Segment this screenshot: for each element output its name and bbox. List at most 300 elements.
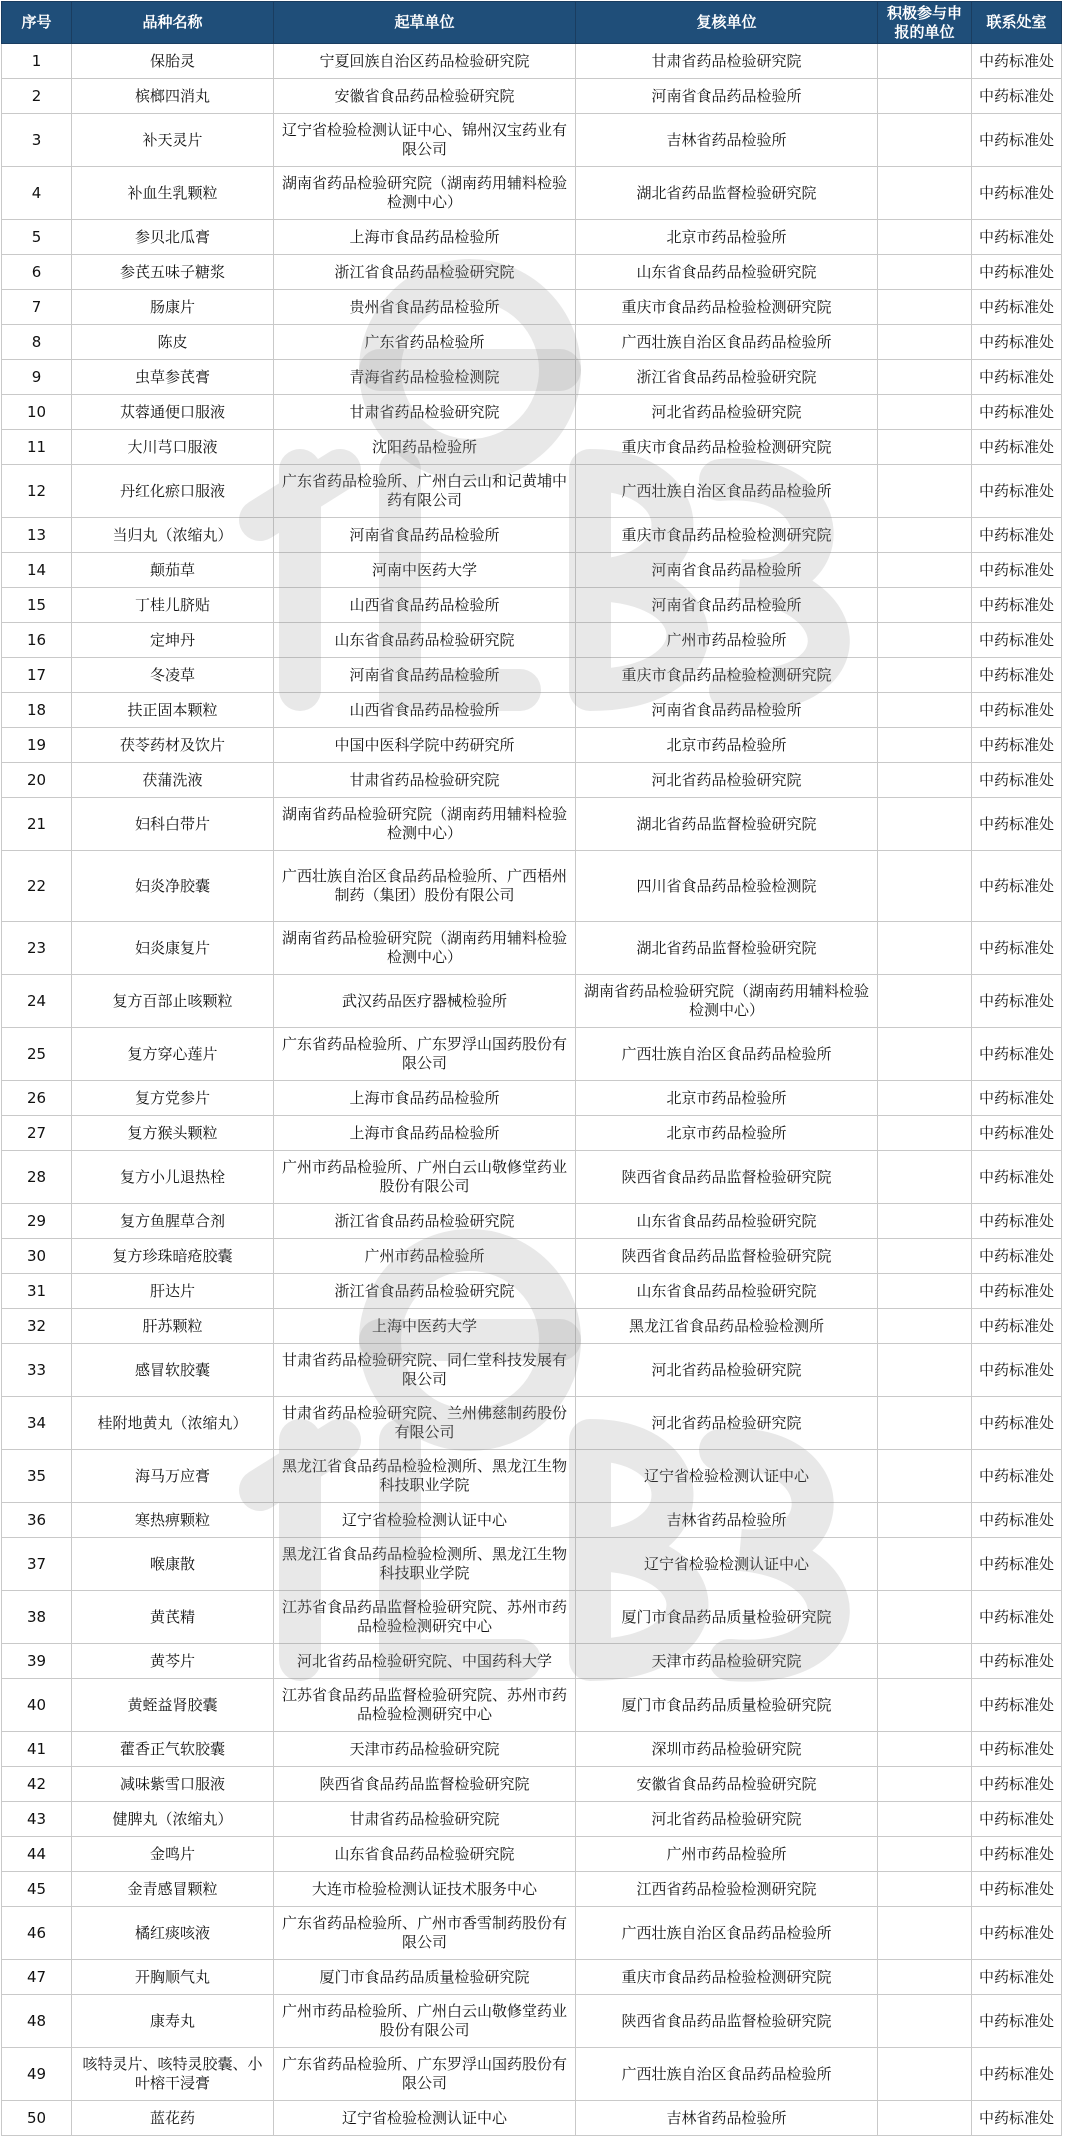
table-row <box>2 1767 1062 1802</box>
table-row <box>2 1397 1062 1450</box>
cell-participating-unit <box>878 114 972 167</box>
cell-review-unit: 广州市药品检验所 <box>576 623 878 658</box>
cell-review-unit: 湖北省药品监督检验研究院 <box>576 922 878 975</box>
cell-variety-name: 藿香正气软胶囊 <box>72 1732 274 1767</box>
cell-contact-office: 中药标准处 <box>972 1767 1062 1802</box>
cell-participating-unit <box>878 1274 972 1309</box>
cell-review-unit: 广西壮族自治区食品药品检验所 <box>576 1028 878 1081</box>
cell-contact-office: 中药标准处 <box>972 2048 1062 2101</box>
table-row <box>2 658 1062 693</box>
cell-index: 15 <box>2 588 72 623</box>
cell-drafting-unit: 甘肃省药品检验研究院 <box>274 1802 576 1837</box>
table-row <box>2 1028 1062 1081</box>
cell-participating-unit <box>878 360 972 395</box>
cell-variety-name: 肠康片 <box>72 290 274 325</box>
cell-variety-name: 妇科白带片 <box>72 798 274 851</box>
cell-participating-unit <box>878 1151 972 1204</box>
cell-review-unit: 山东省食品药品检验研究院 <box>576 1204 878 1239</box>
cell-drafting-unit: 辽宁省检验检测认证中心、锦州汉宝药业有限公司 <box>274 114 576 167</box>
cell-index: 47 <box>2 1960 72 1995</box>
cell-index: 11 <box>2 430 72 465</box>
cell-variety-name: 颠茄草 <box>72 553 274 588</box>
cell-contact-office: 中药标准处 <box>972 1644 1062 1679</box>
cell-index: 39 <box>2 1644 72 1679</box>
cell-drafting-unit: 江苏省食品药品监督检验研究院、苏州市药品检验检测研究中心 <box>274 1679 576 1732</box>
table-row <box>2 1538 1062 1591</box>
cell-review-unit: 厦门市食品药品质量检验研究院 <box>576 1679 878 1732</box>
cell-drafting-unit: 广州市药品检验所、广州白云山敬修堂药业股份有限公司 <box>274 1151 576 1204</box>
cell-index: 3 <box>2 114 72 167</box>
cell-index: 30 <box>2 1239 72 1274</box>
cell-index: 8 <box>2 325 72 360</box>
cell-drafting-unit: 上海市食品药品检验所 <box>274 1081 576 1116</box>
cell-variety-name: 复方百部止咳颗粒 <box>72 975 274 1028</box>
cell-index: 13 <box>2 518 72 553</box>
table-header-row <box>2 2 1062 44</box>
cell-variety-name: 康寿丸 <box>72 1995 274 2048</box>
table-row <box>2 1450 1062 1503</box>
cell-contact-office: 中药标准处 <box>972 1028 1062 1081</box>
cell-contact-office: 中药标准处 <box>972 851 1062 922</box>
table-row <box>2 220 1062 255</box>
cell-contact-office: 中药标准处 <box>972 1538 1062 1591</box>
cell-variety-name: 槟榔四消丸 <box>72 79 274 114</box>
cell-contact-office: 中药标准处 <box>972 1732 1062 1767</box>
cell-participating-unit <box>878 2101 972 2136</box>
cell-contact-office: 中药标准处 <box>972 553 1062 588</box>
cell-contact-office: 中药标准处 <box>972 79 1062 114</box>
cell-drafting-unit: 广东省药品检验所、广东罗浮山国药股份有限公司 <box>274 1028 576 1081</box>
cell-variety-name: 茯蒲洗液 <box>72 763 274 798</box>
cell-drafting-unit: 广东省药品检验所、广州市香雪制药股份有限公司 <box>274 1907 576 1960</box>
cell-variety-name: 补血生乳颗粒 <box>72 167 274 220</box>
table-row <box>2 79 1062 114</box>
cell-index: 25 <box>2 1028 72 1081</box>
cell-index: 41 <box>2 1732 72 1767</box>
table-row <box>2 1732 1062 1767</box>
cell-index: 40 <box>2 1679 72 1732</box>
cell-index: 16 <box>2 623 72 658</box>
cell-variety-name: 补天灵片 <box>72 114 274 167</box>
cell-participating-unit <box>878 1907 972 1960</box>
cell-contact-office: 中药标准处 <box>972 360 1062 395</box>
table-row <box>2 395 1062 430</box>
cell-variety-name: 金青感冒颗粒 <box>72 1872 274 1907</box>
cell-contact-office: 中药标准处 <box>972 465 1062 518</box>
cell-contact-office: 中药标准处 <box>972 2101 1062 2136</box>
cell-contact-office: 中药标准处 <box>972 1151 1062 1204</box>
cell-index: 26 <box>2 1081 72 1116</box>
cell-participating-unit <box>878 728 972 763</box>
cell-review-unit: 重庆市食品药品检验检测研究院 <box>576 430 878 465</box>
cell-participating-unit <box>878 518 972 553</box>
table-row <box>2 1960 1062 1995</box>
cell-drafting-unit: 广州市药品检验所、广州白云山敬修堂药业股份有限公司 <box>274 1995 576 2048</box>
cell-contact-office: 中药标准处 <box>972 1591 1062 1644</box>
cell-participating-unit <box>878 1802 972 1837</box>
cell-index: 20 <box>2 763 72 798</box>
cell-drafting-unit: 武汉药品医疗器械检验所 <box>274 975 576 1028</box>
table-row <box>2 114 1062 167</box>
cell-participating-unit <box>878 588 972 623</box>
cell-contact-office: 中药标准处 <box>972 798 1062 851</box>
cell-participating-unit <box>878 1081 972 1116</box>
cell-review-unit: 四川省食品药品检验检测院 <box>576 851 878 922</box>
cell-review-unit: 天津市药品检验研究院 <box>576 1644 878 1679</box>
cell-drafting-unit: 河北省药品检验研究院、中国药科大学 <box>274 1644 576 1679</box>
cell-participating-unit <box>878 1239 972 1274</box>
cell-variety-name: 蓝花药 <box>72 2101 274 2136</box>
cell-participating-unit <box>878 465 972 518</box>
cell-participating-unit <box>878 798 972 851</box>
cell-contact-office: 中药标准处 <box>972 1872 1062 1907</box>
cell-variety-name: 复方猴头颗粒 <box>72 1116 274 1151</box>
cell-participating-unit <box>878 325 972 360</box>
cell-contact-office: 中药标准处 <box>972 922 1062 975</box>
cell-drafting-unit: 辽宁省检验检测认证中心 <box>274 1503 576 1538</box>
cell-drafting-unit: 山东省食品药品检验研究院 <box>274 623 576 658</box>
table-row <box>2 763 1062 798</box>
table-row <box>2 1344 1062 1397</box>
cell-participating-unit <box>878 1591 972 1644</box>
cell-review-unit: 河北省药品检验研究院 <box>576 1397 878 1450</box>
cell-participating-unit <box>878 1538 972 1591</box>
cell-contact-office: 中药标准处 <box>972 518 1062 553</box>
cell-review-unit: 江西省药品检验检测研究院 <box>576 1872 878 1907</box>
cell-participating-unit <box>878 1872 972 1907</box>
cell-contact-office: 中药标准处 <box>972 763 1062 798</box>
cell-contact-office: 中药标准处 <box>972 1907 1062 1960</box>
cell-participating-unit <box>878 220 972 255</box>
table-row <box>2 1907 1062 1960</box>
cell-contact-office: 中药标准处 <box>972 220 1062 255</box>
cell-variety-name: 虫草参芪膏 <box>72 360 274 395</box>
table-row <box>2 2101 1062 2136</box>
cell-drafting-unit: 甘肃省药品检验研究院 <box>274 763 576 798</box>
cell-contact-office: 中药标准处 <box>972 430 1062 465</box>
cell-variety-name: 冬凌草 <box>72 658 274 693</box>
cell-contact-office: 中药标准处 <box>972 1995 1062 2048</box>
table-row <box>2 975 1062 1028</box>
cell-participating-unit <box>878 1204 972 1239</box>
cell-participating-unit <box>878 1116 972 1151</box>
cell-review-unit: 深圳市药品检验研究院 <box>576 1732 878 1767</box>
cell-review-unit: 重庆市食品药品检验检测研究院 <box>576 518 878 553</box>
cell-participating-unit <box>878 553 972 588</box>
table-row <box>2 518 1062 553</box>
cell-variety-name: 金鸣片 <box>72 1837 274 1872</box>
cell-index: 44 <box>2 1837 72 1872</box>
cell-review-unit: 湖北省药品监督检验研究院 <box>576 798 878 851</box>
cell-review-unit: 吉林省药品检验所 <box>576 2101 878 2136</box>
cell-participating-unit <box>878 763 972 798</box>
cell-participating-unit <box>878 1679 972 1732</box>
cell-contact-office: 中药标准处 <box>972 1450 1062 1503</box>
cell-drafting-unit: 陕西省食品药品监督检验研究院 <box>274 1767 576 1802</box>
cell-contact-office: 中药标准处 <box>972 1309 1062 1344</box>
cell-index: 27 <box>2 1116 72 1151</box>
cell-participating-unit <box>878 2048 972 2101</box>
cell-variety-name: 定坤丹 <box>72 623 274 658</box>
cell-variety-name: 茯苓药材及饮片 <box>72 728 274 763</box>
table-row <box>2 167 1062 220</box>
cell-participating-unit <box>878 44 972 79</box>
cell-drafting-unit: 江苏省食品药品监督检验研究院、苏州市药品检验检测研究中心 <box>274 1591 576 1644</box>
cell-review-unit: 北京市药品检验所 <box>576 1081 878 1116</box>
cell-participating-unit <box>878 1450 972 1503</box>
cell-review-unit: 陕西省食品药品监督检验研究院 <box>576 1151 878 1204</box>
cell-participating-unit <box>878 1767 972 1802</box>
cell-participating-unit <box>878 1503 972 1538</box>
cell-contact-office: 中药标准处 <box>972 255 1062 290</box>
cell-review-unit: 河南省食品药品检验所 <box>576 79 878 114</box>
cell-index: 50 <box>2 2101 72 2136</box>
cell-drafting-unit: 山西省食品药品检验所 <box>274 693 576 728</box>
table-row <box>2 2048 1062 2101</box>
cell-review-unit: 辽宁省检验检测认证中心 <box>576 1538 878 1591</box>
cell-variety-name: 感冒软胶囊 <box>72 1344 274 1397</box>
cell-variety-name: 黄芪精 <box>72 1591 274 1644</box>
cell-drafting-unit: 黑龙江省食品药品检验检测所、黑龙江生物科技职业学院 <box>274 1538 576 1591</box>
cell-variety-name: 参芪五味子糖浆 <box>72 255 274 290</box>
cell-participating-unit <box>878 255 972 290</box>
cell-variety-name: 复方珍珠暗疮胶囊 <box>72 1239 274 1274</box>
cell-variety-name: 复方鱼腥草合剂 <box>72 1204 274 1239</box>
cell-drafting-unit: 宁夏回族自治区药品检验研究院 <box>274 44 576 79</box>
table-row <box>2 728 1062 763</box>
cell-index: 24 <box>2 975 72 1028</box>
cell-participating-unit <box>878 922 972 975</box>
cell-drafting-unit: 山西省食品药品检验所 <box>274 588 576 623</box>
cell-index: 6 <box>2 255 72 290</box>
cell-drafting-unit: 贵州省食品药品检验所 <box>274 290 576 325</box>
cell-contact-office: 中药标准处 <box>972 1837 1062 1872</box>
cell-drafting-unit: 安徽省食品药品检验研究院 <box>274 79 576 114</box>
cell-review-unit: 安徽省食品药品检验研究院 <box>576 1767 878 1802</box>
cell-variety-name: 肝达片 <box>72 1274 274 1309</box>
cell-review-unit: 广西壮族自治区食品药品检验所 <box>576 465 878 518</box>
cell-review-unit: 湖南省药品检验研究院（湖南药用辅料检验检测中心） <box>576 975 878 1028</box>
table-row <box>2 1081 1062 1116</box>
table-row <box>2 1239 1062 1274</box>
cell-participating-unit <box>878 1837 972 1872</box>
cell-review-unit: 广西壮族自治区食品药品检验所 <box>576 325 878 360</box>
cell-participating-unit <box>878 1995 972 2048</box>
cell-review-unit: 重庆市食品药品检验检测研究院 <box>576 1960 878 1995</box>
table-row <box>2 1151 1062 1204</box>
cell-contact-office: 中药标准处 <box>972 1960 1062 1995</box>
cell-drafting-unit: 天津市药品检验研究院 <box>274 1732 576 1767</box>
cell-contact-office: 中药标准处 <box>972 167 1062 220</box>
cell-variety-name: 黄蛭益肾胶囊 <box>72 1679 274 1732</box>
cell-variety-name: 咳特灵片、咳特灵胶囊、小叶榕干浸膏 <box>72 2048 274 2101</box>
cell-drafting-unit: 广东省药品检验所、广州白云山和记黄埔中药有限公司 <box>274 465 576 518</box>
cell-index: 28 <box>2 1151 72 1204</box>
table-body <box>2 44 1062 2136</box>
cell-index: 31 <box>2 1274 72 1309</box>
cell-drafting-unit: 湖南省药品检验研究院（湖南药用辅料检验检测中心） <box>274 922 576 975</box>
cell-participating-unit <box>878 1028 972 1081</box>
cell-contact-office: 中药标准处 <box>972 1081 1062 1116</box>
cell-index: 14 <box>2 553 72 588</box>
cell-contact-office: 中药标准处 <box>972 290 1062 325</box>
cell-variety-name: 当归丸（浓缩丸） <box>72 518 274 553</box>
cell-index: 32 <box>2 1309 72 1344</box>
cell-drafting-unit: 河南省食品药品检验所 <box>274 518 576 553</box>
cell-drafting-unit: 上海市食品药品检验所 <box>274 1116 576 1151</box>
cell-contact-office: 中药标准处 <box>972 1204 1062 1239</box>
cell-variety-name: 复方穿心莲片 <box>72 1028 274 1081</box>
cell-drafting-unit: 广东省药品检验所、广东罗浮山国药股份有限公司 <box>274 2048 576 2101</box>
cell-variety-name: 妇炎净胶囊 <box>72 851 274 922</box>
cell-review-unit: 浙江省食品药品检验研究院 <box>576 360 878 395</box>
table-row <box>2 588 1062 623</box>
cell-index: 23 <box>2 922 72 975</box>
cell-index: 10 <box>2 395 72 430</box>
cell-contact-office: 中药标准处 <box>972 1503 1062 1538</box>
table-row <box>2 465 1062 518</box>
cell-review-unit: 广州市药品检验所 <box>576 1837 878 1872</box>
cell-index: 49 <box>2 2048 72 2101</box>
cell-drafting-unit: 甘肃省药品检验研究院 <box>274 395 576 430</box>
cell-review-unit: 厦门市食品药品质量检验研究院 <box>576 1591 878 1644</box>
cell-review-unit: 北京市药品检验所 <box>576 220 878 255</box>
cell-index: 29 <box>2 1204 72 1239</box>
cell-variety-name: 参贝北瓜膏 <box>72 220 274 255</box>
cell-review-unit: 重庆市食品药品检验检测研究院 <box>576 290 878 325</box>
cell-contact-office: 中药标准处 <box>972 1679 1062 1732</box>
cell-review-unit: 河北省药品检验研究院 <box>576 763 878 798</box>
table-row <box>2 1503 1062 1538</box>
header-contact-office: 联系处室 <box>972 2 1062 44</box>
standards-table <box>1 1 1062 2136</box>
cell-variety-name: 黄芩片 <box>72 1644 274 1679</box>
cell-contact-office: 中药标准处 <box>972 395 1062 430</box>
cell-drafting-unit: 广西壮族自治区食品药品检验所、广西梧州制药（集团）股份有限公司 <box>274 851 576 922</box>
table-row <box>2 1309 1062 1344</box>
cell-review-unit: 北京市药品检验所 <box>576 1116 878 1151</box>
cell-drafting-unit: 山东省食品药品检验研究院 <box>274 1837 576 1872</box>
cell-participating-unit <box>878 1644 972 1679</box>
cell-variety-name: 妇炎康复片 <box>72 922 274 975</box>
cell-review-unit: 山东省食品药品检验研究院 <box>576 255 878 290</box>
cell-participating-unit <box>878 167 972 220</box>
cell-contact-office: 中药标准处 <box>972 588 1062 623</box>
cell-participating-unit <box>878 430 972 465</box>
cell-drafting-unit: 上海中医药大学 <box>274 1309 576 1344</box>
cell-review-unit: 山东省食品药品检验研究院 <box>576 1274 878 1309</box>
cell-contact-office: 中药标准处 <box>972 1344 1062 1397</box>
cell-variety-name: 橘红痰咳液 <box>72 1907 274 1960</box>
table-row <box>2 44 1062 79</box>
cell-index: 9 <box>2 360 72 395</box>
cell-index: 18 <box>2 693 72 728</box>
cell-drafting-unit: 浙江省食品药品检验研究院 <box>274 1204 576 1239</box>
table-row <box>2 360 1062 395</box>
cell-review-unit: 河南省食品药品检验所 <box>576 588 878 623</box>
table-row <box>2 851 1062 922</box>
cell-drafting-unit: 浙江省食品药品检验研究院 <box>274 1274 576 1309</box>
cell-variety-name: 减味紫雪口服液 <box>72 1767 274 1802</box>
cell-participating-unit <box>878 79 972 114</box>
cell-variety-name: 寒热痹颗粒 <box>72 1503 274 1538</box>
cell-index: 22 <box>2 851 72 922</box>
table-row <box>2 430 1062 465</box>
cell-variety-name: 陈皮 <box>72 325 274 360</box>
cell-index: 42 <box>2 1767 72 1802</box>
cell-index: 21 <box>2 798 72 851</box>
cell-variety-name: 喉康散 <box>72 1538 274 1591</box>
cell-review-unit: 广西壮族自治区食品药品检验所 <box>576 2048 878 2101</box>
cell-participating-unit <box>878 1732 972 1767</box>
cell-review-unit: 北京市药品检验所 <box>576 728 878 763</box>
table-row <box>2 1995 1062 2048</box>
cell-variety-name: 肝苏颗粒 <box>72 1309 274 1344</box>
cell-variety-name: 扶正固本颗粒 <box>72 693 274 728</box>
cell-index: 34 <box>2 1397 72 1450</box>
cell-index: 46 <box>2 1907 72 1960</box>
cell-drafting-unit: 浙江省食品药品检验研究院 <box>274 255 576 290</box>
cell-contact-office: 中药标准处 <box>972 114 1062 167</box>
cell-drafting-unit: 中国中医科学院中药研究所 <box>274 728 576 763</box>
cell-index: 19 <box>2 728 72 763</box>
cell-review-unit: 陕西省食品药品监督检验研究院 <box>576 1995 878 2048</box>
cell-drafting-unit: 厦门市食品药品质量检验研究院 <box>274 1960 576 1995</box>
cell-variety-name: 健脾丸（浓缩丸） <box>72 1802 274 1837</box>
table-row <box>2 1591 1062 1644</box>
cell-review-unit: 湖北省药品监督检验研究院 <box>576 167 878 220</box>
cell-index: 43 <box>2 1802 72 1837</box>
cell-index: 2 <box>2 79 72 114</box>
cell-index: 37 <box>2 1538 72 1591</box>
table-row <box>2 325 1062 360</box>
table-row <box>2 922 1062 975</box>
cell-drafting-unit: 湖南省药品检验研究院（湖南药用辅料检验检测中心） <box>274 167 576 220</box>
table-row <box>2 553 1062 588</box>
cell-variety-name: 复方小儿退热栓 <box>72 1151 274 1204</box>
cell-review-unit: 河北省药品检验研究院 <box>576 1344 878 1397</box>
cell-drafting-unit: 青海省药品检验检测院 <box>274 360 576 395</box>
cell-drafting-unit: 黑龙江省食品药品检验检测所、黑龙江生物科技职业学院 <box>274 1450 576 1503</box>
header-index: 序号 <box>2 2 72 44</box>
table-row <box>2 1644 1062 1679</box>
header-review-unit: 复核单位 <box>576 2 878 44</box>
cell-index: 4 <box>2 167 72 220</box>
cell-review-unit: 黑龙江省食品药品检验检测所 <box>576 1309 878 1344</box>
cell-participating-unit <box>878 1397 972 1450</box>
cell-participating-unit <box>878 1960 972 1995</box>
cell-drafting-unit: 沈阳药品检验所 <box>274 430 576 465</box>
cell-contact-office: 中药标准处 <box>972 325 1062 360</box>
cell-drafting-unit: 甘肃省药品检验研究院、同仁堂科技发展有限公司 <box>274 1344 576 1397</box>
cell-participating-unit <box>878 290 972 325</box>
cell-index: 1 <box>2 44 72 79</box>
cell-drafting-unit: 甘肃省药品检验研究院、兰州佛慈制药股份有限公司 <box>274 1397 576 1450</box>
cell-participating-unit <box>878 1309 972 1344</box>
cell-participating-unit <box>878 851 972 922</box>
header-drafting-unit: 起草单位 <box>274 2 576 44</box>
cell-contact-office: 中药标准处 <box>972 1239 1062 1274</box>
cell-variety-name: 桂附地黄丸（浓缩丸） <box>72 1397 274 1450</box>
cell-contact-office: 中药标准处 <box>972 728 1062 763</box>
table-row <box>2 1837 1062 1872</box>
cell-review-unit: 河北省药品检验研究院 <box>576 395 878 430</box>
cell-participating-unit <box>878 623 972 658</box>
table-row <box>2 290 1062 325</box>
cell-index: 35 <box>2 1450 72 1503</box>
cell-index: 48 <box>2 1995 72 2048</box>
cell-index: 36 <box>2 1503 72 1538</box>
